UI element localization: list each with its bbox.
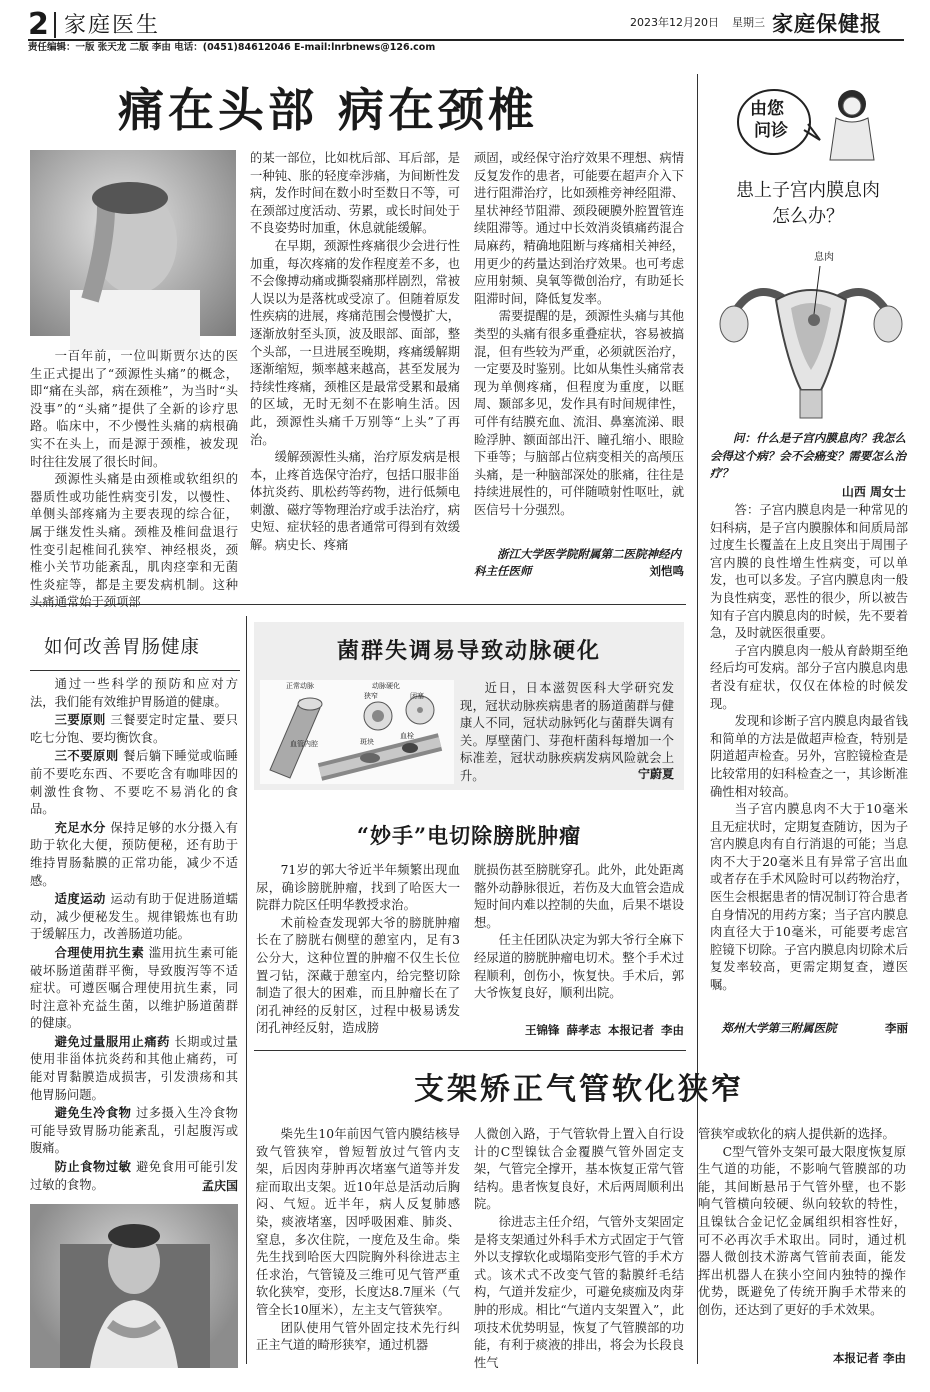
answer-para: 发现和诊断子宫内膜息肉最省钱和简单的方法是做超声检查，特别是阴道超声检查。另外，宫腔镜检查是比较常用的妇科检查之一，其诊断准确性相对较高。 [710,714,908,799]
stent-title: 支架矫正气管软化狭窄 [414,1072,744,1107]
issue-date: 2023年12月20日 [630,16,719,29]
editor-info: 责任编辑：一版 张天龙 二版 李由 电话：(0451)84612046 E-mail:lnrbnews@126.com [28,42,436,53]
qa-answer [710,502,908,1018]
article1-para: 在早期，颈源性疼痛很少会进行性加重，每次疼痛的发作程度差不多，也不会像搏动痛或撕裂痛那样剧烈，常被人误以为是落枕或受凉了。但随着原发性疾病的进展，疼痛范围会慢慢扩大，逐渐放射至头顶，波及眼部、面部，整个头部，一旦进展至晚期，疼痛缓解期逐渐缩短，频率越来越高，甚至发展为持续性疼痛，颈椎区是最常受累和最痛的区域，无时无刻不在影响生活。因此，颈源性头痛千万别等“上头”了再治。 [250,238,460,447]
qa-byline [710,1020,908,1037]
stent-para: 徐进志主任介绍，气管外支架固定是将支架通过外科手术方式固定于气管外以支撑软化或塌陷变形气管的手术方式。该术式不改变气管的黏膜纤毛结构，气道并发症少，可避免痰痂及肉芽肿的形成。相比“气道内支架置入”，此项技术优势明显，恢复了气管膜部的功能，有利于痰液的排出，将会为长段良性气 [474,1214,684,1370]
answer-para: 答：子宫内膜息肉是一种常见的妇科病，是子宫内膜腺体和间质局部过度生长覆盖在上皮且突出于周围子宫内膜的良性增生性病变，可以单发，也可以多发。子宫内膜息肉一般为良性病变，恶性的很少，所以被告知有子宫内膜息肉的时候，先不要着急，及时就医很重要。 [710,503,908,641]
qa-asker: 山西 周女士 [841,485,906,499]
polyp-label: 息肉 [814,252,834,263]
article1-para: 缓解颈源性头痛，治疗原发病是根本，止疼首选保守治疗，包括口服非甾体抗炎药、肌松药等药物，进行低频电刺激、磁疗等物理治疗或手法治疗，病史短、症状轻的患者通常可得到有效缓解。病史长、疼痛 [250,450,460,553]
author-name: 李丽 [885,1021,908,1035]
stent-column-1 [256,1126,460,1368]
section-name: 家庭医生 [64,13,161,38]
gut-item-head: 合理使用抗生素 [54,944,145,960]
qa-badge-line-2: 问诊 [754,121,788,141]
bladder-byline: 王锦锋 薛孝志 本报记者 李由 [524,1023,684,1037]
uterus-diagram [716,240,906,420]
gut-intro: 通过一些科学的预防和应对方法，我们能有效维护胃肠道的健康。 [30,677,238,709]
gut-item-head: 防止食物过敏 [54,1159,132,1175]
section-rule [30,604,686,605]
paper-name: 家庭保健报 [772,11,882,36]
qa-badge [734,82,884,162]
diagram-label-narrowing: 狭窄 [364,692,378,700]
column-divider [246,616,247,1364]
diagram-label-atherosclerosis: 动脉硬化 [372,682,400,690]
header-divider [54,12,56,38]
bacteria-para: 近日，日本滋贺医科大学研究发现，冠状动脉疾病患者的肠道菌群与健康人不同，冠状动脉钙化与菌群失调有关。厚壁菌门、芽孢杆菌科每增加一个标准差，冠状动脉疾病发病风险就会上升。 [460,681,674,783]
stent-author: 本报记者 李由 [832,1351,906,1365]
gut-item [30,890,238,944]
diagram-label-plaque: 斑块 [360,738,374,746]
article-headline: 痛在头部 病在颈椎 [118,83,539,137]
stent-para: C型气管外支架可最大限度恢复原生气道的功能，不影响气管膜部的功能，其间断悬吊于气管外壁，也不影响气管横向较硬、纵向较软的特性，且镍钛合金记忆金属组织相容性好，可不必再次手术取出。同时，通过机器人微创技术游离气管前表面，能发挥出机器人在狭小空间内独特的操作优势，既避免了传统开胸手术带来的创伤，还达到了更好的手术效果。 [698,1144,906,1317]
section-rule [254,1050,686,1051]
stomachache-photo [30,1204,238,1368]
stomachache-man-illustration [30,1204,238,1368]
headache-man-illustration [30,150,236,336]
gut-item-text: 餐后躺下睡觉或临睡前不要吃东西、不要吃含有咖啡因的刺激性食物、不要吃不易消化的食品。 [30,749,238,817]
author-organization: 浙江大学医学院附属第二医院神经内科主任医师 [474,547,681,578]
gut-item-head: 三要原则 [54,712,106,728]
article1-para: 颈源性头痛是由颈椎或软组织的器质性或功能性病变引发，以慢性、单侧头部疼痛为主要表现的综合征，属于继发性头痛。颈椎及椎间盘退行性变引起椎间孔狭窄、神经根炎，颈椎小关节功能紊乱，肌肉痉挛和无菌性炎症等，都是主要发病机制。这种头痛通常始于颈项部 [30,472,238,610]
gut-author: 孟庆国 [201,1179,238,1193]
gut-item [30,747,238,818]
qa-badge-line-1: 由您 [750,99,784,119]
gut-item [30,1104,238,1158]
gut-title: 如何改善胃肠健康 [44,637,201,658]
qa-question: 问：什么是子宫内膜息肉？我怎么会得这个病？会不会癌变？需要怎么治疗？ [710,431,906,480]
bladder-title: “妙手”电切除膀胱肿瘤 [356,823,582,848]
gut-item-text: 避免食用可能引发过敏的食物。 [30,1160,238,1192]
masthead [28,8,904,54]
gut-item-text: 过多摄入生冷食物可能导致胃肠功能紊乱，引起腹泻或腹痛。 [30,1106,238,1156]
qa-title-line-2: 怎么办？ [772,206,844,227]
artery-diagram [260,680,454,784]
gut-item-text: 滥用抗生素可能破坏肠道菌群平衡，导致腹泻等不适症状。可遵医嘱合理使用抗生素，同时注意补充益生菌，以维护肠道菌群的健康。 [30,945,238,1031]
stent-para: 管狭窄或软化的病人提供新的选择。 [698,1127,895,1141]
gut-item-head: 避免生冷食物 [54,1105,132,1121]
gut-item [30,1033,238,1104]
article1-column-1 [30,348,238,610]
bladder-para: 任主任团队决定为郭大爷行全麻下经尿道的膀胱肿瘤电切术。整个手术过程顺利，创伤小，恢复快。手术后，郭大爷恢复良好，顺利出院。 [474,933,684,1001]
answer-para: 子宫内膜息肉一般从育龄期至绝经后均可发病。部分子宫内膜息肉患者没有症状，仅仅在体检的时候发现。 [710,643,908,711]
article1-column-3 [474,150,684,542]
gut-item-text: 运动有助于促进肠道蠕动，减少便秘发生。规律锻炼也有助于缓解压力，改善肠道功能。 [30,892,238,942]
bacteria-box [254,622,684,790]
article1-byline [474,546,684,580]
gut-item-text: 三餐要定时定量、要只吃七分饱、要均衡饮食。 [30,713,238,745]
gut-item [30,819,238,890]
gut-item [30,711,238,747]
qa-title [710,178,906,230]
article1-para: 一百年前，一位叫斯贾尔达的医生正式提出了“颈源性头痛”的概念，即“痛在头部，病在颈椎”，为当时“头没事”的“头痛”提供了全新的诊疗思路。临床中，不少慢性头痛的病根确实不在头上，而是源于颈椎，被发现时往往发展了很长时间。 [30,349,238,469]
bladder-para: 胱损伤甚至膀胱穿孔。此外，此处距离髂外动静脉很近，若伤及大血管会造成短时间内难以控制的失血，后果不堪设想。 [474,863,684,930]
gut-item-head: 充足水分 [54,819,106,835]
diagram-label-occlusion: 闭塞 [410,692,424,700]
diagram-label-normal-artery: 正常动脉 [286,682,314,690]
answer-para: 当子宫内膜息肉不大于10毫米且无症状时，定期复查随访，因为子宫内膜息肉有自行消退的可能；当息肉不大于20毫米且有异常子宫出血或者存在手术风险时可以药物治疗，医生会根据患者的情况制订符合患者自身情况的用药方案；当子宫内膜息肉直径大于10毫米，可能要考虑宫腔镜下切除。子宫内膜息肉切除术后复发率较高，更需定期复查，遵医嘱。 [710,802,908,993]
gut-item [30,944,238,1033]
gut-item-head: 适度运动 [54,891,106,907]
stent-para: 团队使用气管外固定技术先行纠正主气道的畸形狭窄，通过机器 [256,1320,460,1353]
header-rule [28,39,904,41]
issue-weekday: 星期三 [732,16,765,29]
gut-item-text: 长期或过量使用非甾体抗炎药和其他止痛药，可能对胃黏膜造成损害，引发溃疡和其他胃肠问题。 [30,1034,238,1102]
gut-body [30,676,238,1196]
author-organization: 郑州大学第三附属医院 [721,1021,837,1035]
author-name: 刘恺鸣 [649,564,684,578]
bladder-para: 术前检查发现郭大爷的膀胱肿瘤长在了膀胱右侧壁的憩室内，足有3公分大，这种位置的肿瘤不仅生长位置刁钻，深藏于憩室内，给完整切除制造了很大的困难，而且肿瘤长在了闭孔神经的反射区，过程中极易诱发闭孔神经反射，造成膀 [256,915,460,1036]
stent-column-3 [698,1126,906,1348]
article1-column-2 [250,150,460,594]
diagram-label-lumen: 血管内腔 [290,740,318,748]
gut-item-head: 避免过量服用止痛药 [54,1033,170,1049]
page-number: 2 [28,7,49,42]
gut-item-text: 保持足够的水分摄入有助于软化大便，预防便秘，还有助于维持胃肠黏膜的正常功能，减少不适感。 [30,820,238,888]
article1-para: 需要提醒的是，颈源性头痛与其他类型的头痛有很多重叠症状，容易被搞混，但有些较为严重，必须就医治疗，一定要及时鉴别。比如从集性头痛常表现为单侧疼痛，但程度为重度，以眶周、颞部多见，发作具有时间规律性，可伴有结膜充血、流泪、鼻塞流涕、眼睑浮肿、额面部出汗、瞳孔缩小、眼睑下垂等；与脑部占位病变相关的高颅压头痛，是一种脑部深处的胀痛，往往是持续进展性的，可伴随喷射性呕吐，就医信号十分强烈。 [474,309,684,517]
article1-para: 顽固，或经保守治疗效果不理想、病情反复发作的患者，可能要在超声介入下进行阻滞治疗，比如颈椎旁神经阻滞、星状神经节阻滞、颈段硬膜外腔置管连续阻滞等。通过中长效消炎镇痛药混合局麻药，精确地阻断与疼痛相关神经，用更少的药量达到治疗效果。也可考虑应用射频、臭氧等微创治疗，有助延长阻滞时间，降低复发率。 [474,151,684,306]
artery-illustration [260,680,454,784]
gut-item-head: 三不要原则 [54,748,119,764]
stent-para: 人微创入路，于气管软骨上置入自行设计的C型镍钛合金覆膜气管外固定支架，气管完全撑开，基本恢复正常气管结构。患者恢复良好，术后两周顺利出院。 [474,1127,684,1212]
stent-para: 柴先生10年前因气管内膜结核导致气管狭窄，曾短暂放过气管内支架，后因肉芽肿再次堵塞气道等并发症而取出支架。近10年总是活动后胸闷、气短。近半年，病人反复肺感染，痰液堵塞，因呼吸困难、肺炎、窒息，多次住院，一度危及生命。柴先生找到哈医大四院胸外科徐进志主任求治，气管镜及三维可见气管严重软化狭窄，变形，长度达8.7厘米（气管全长10厘米），左主支气管狭窄。 [256,1127,461,1317]
stent-column-2 [474,1126,684,1368]
gut-title-rule [30,670,240,671]
diagram-label-thrombus: 血栓 [400,732,414,740]
bladder-para: 71岁的郭大爷近半年频繁出现血尿，确诊膀胱肿瘤，找到了哈医大一院群力院区任明华教授求治。 [256,863,460,913]
bladder-column-2 [474,862,684,1020]
bladder-column-1 [256,862,460,1038]
article1-para: 的某一部位，比如枕后部、耳后部，是一种钝、胀的轻度牵涉痛，为间断性发病，发作时间在数小时至数日不等，可在颈部过度活动、劳累，或长时间处于不良姿势时加重，休息就能缓解。 [250,151,460,236]
headache-photo [30,150,236,336]
qa-title-line-1: 患上子宫内膜息肉 [736,180,880,201]
bacteria-title: 菌群失调易导致动脉硬化 [336,638,601,664]
bacteria-author: 宁蔚夏 [637,767,674,781]
uterus-illustration [716,240,906,420]
